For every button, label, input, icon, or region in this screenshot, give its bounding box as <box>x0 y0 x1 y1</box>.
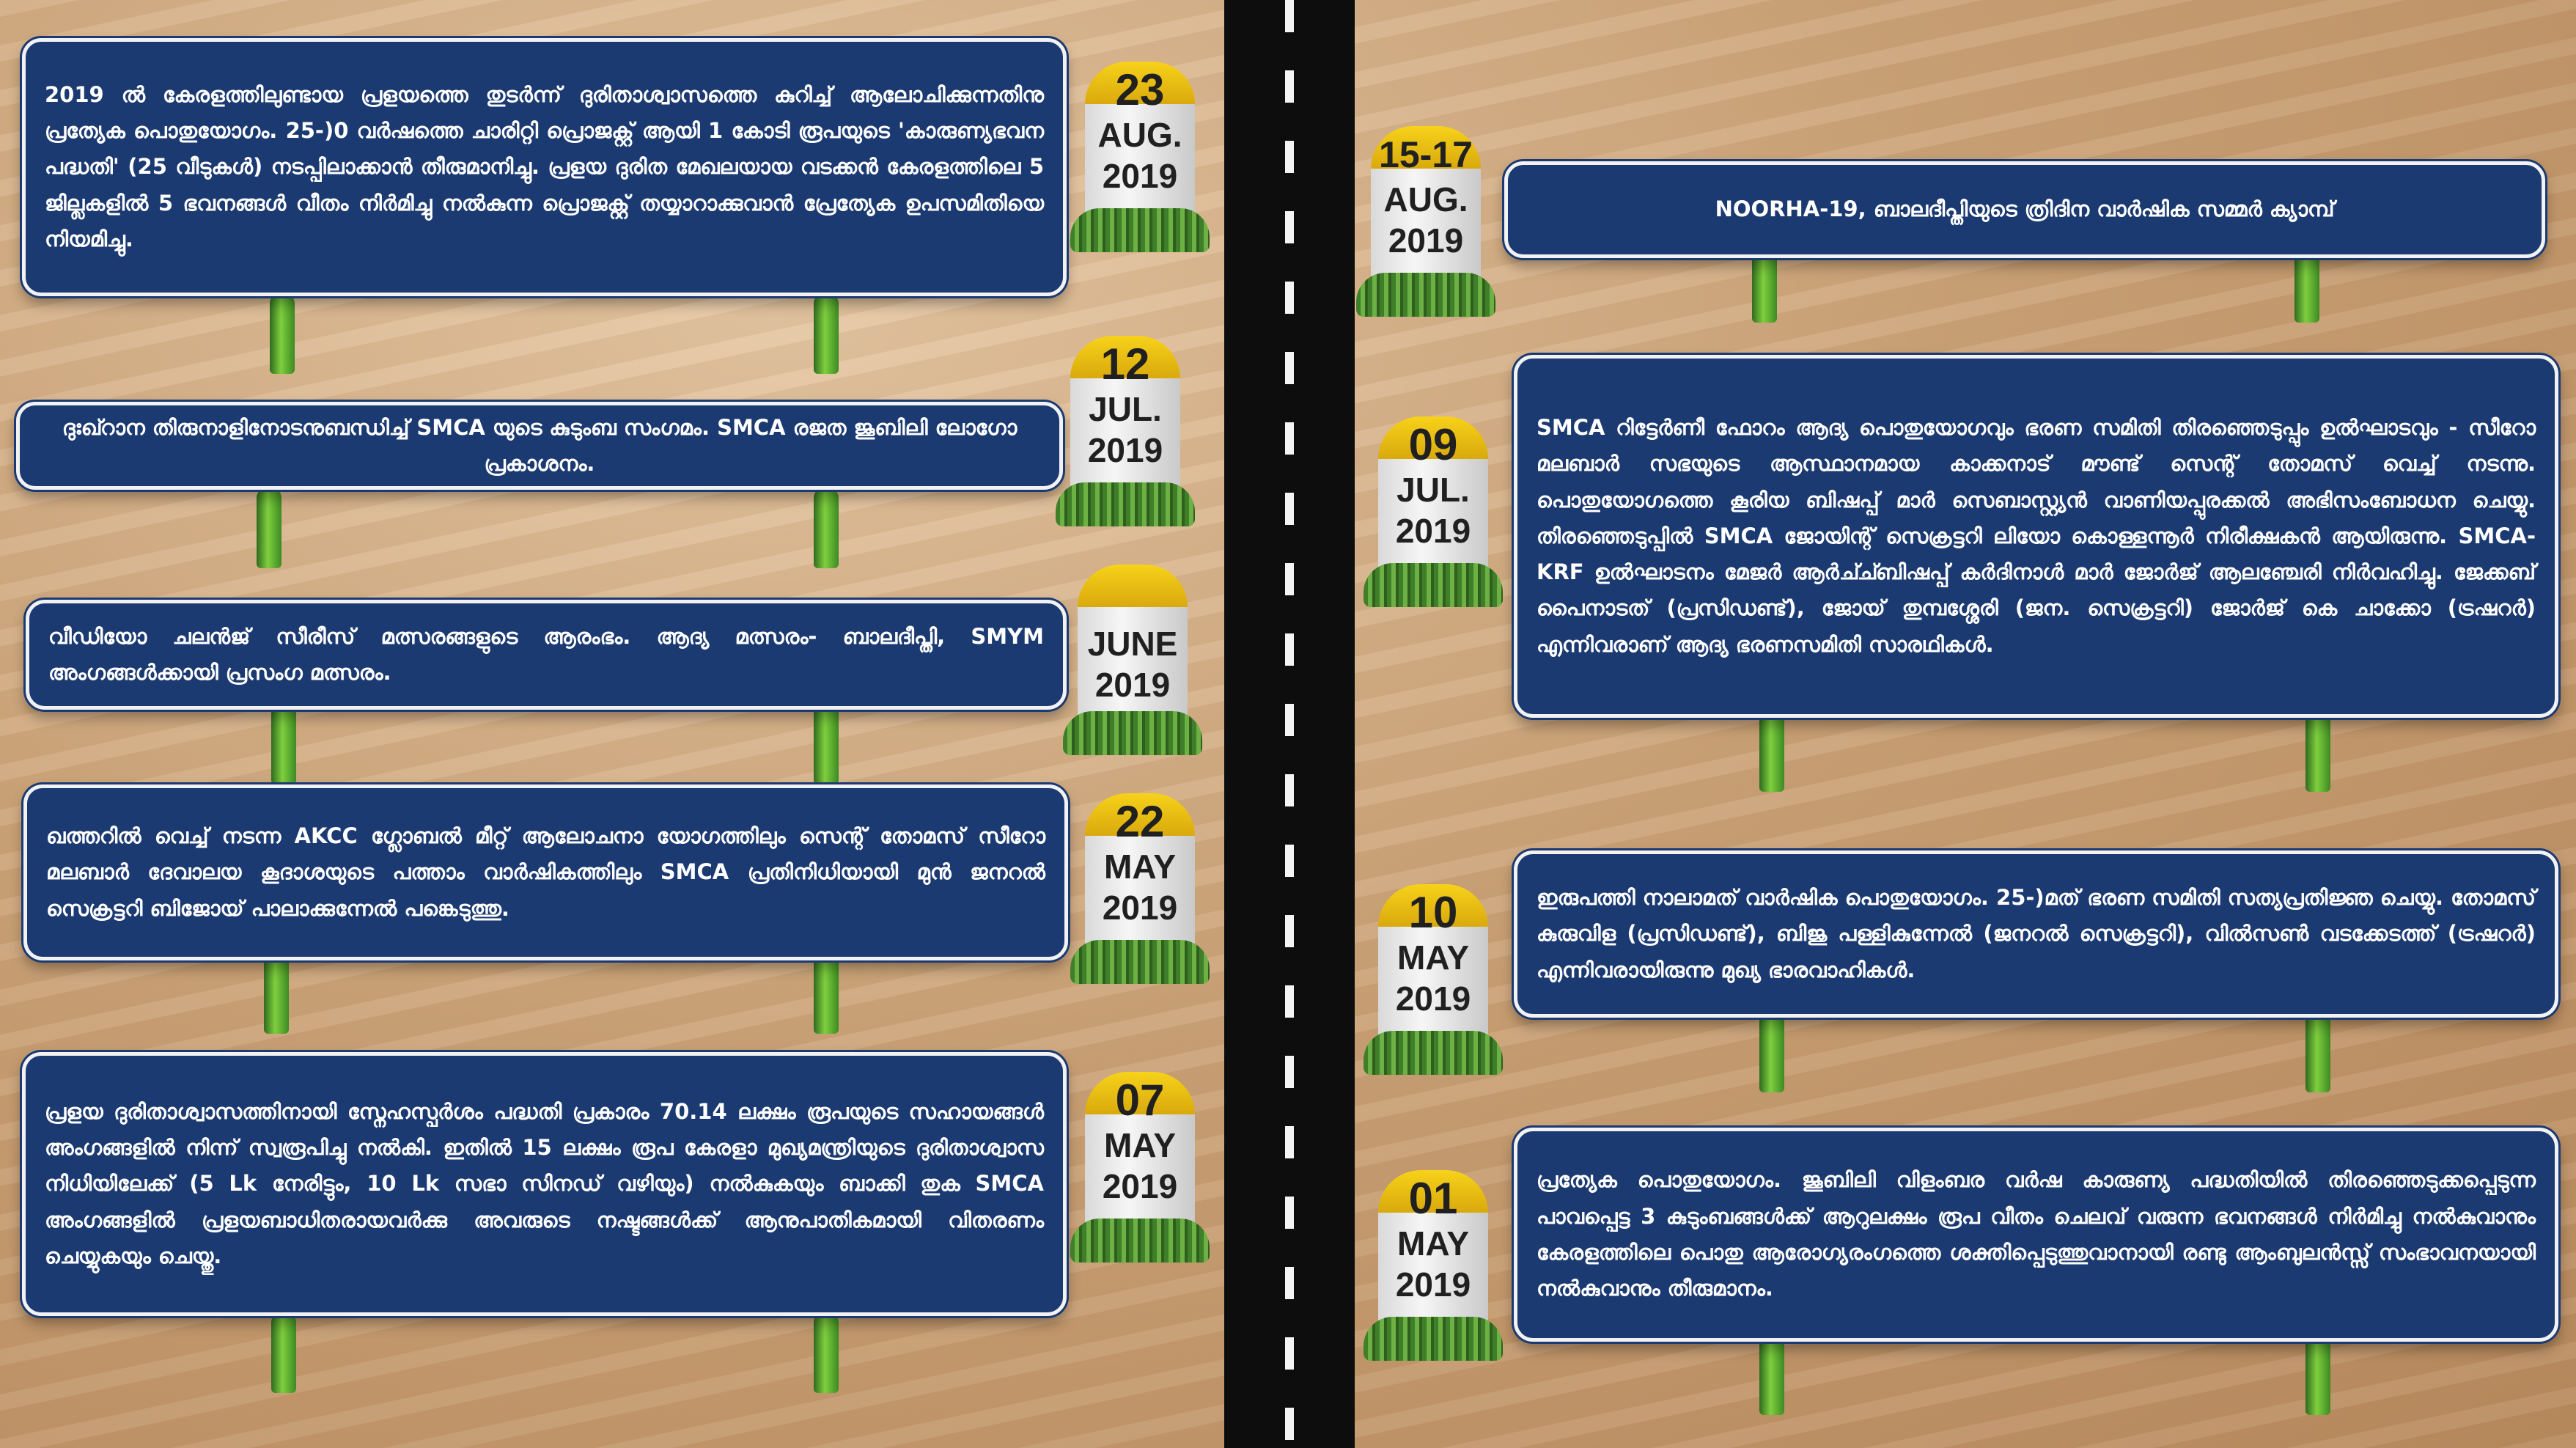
date-month: MAY <box>1397 1224 1469 1263</box>
signpost-stem <box>814 293 839 374</box>
entry-text: NOORHA-19, ബാലദീപ്തിയുടെ ത്രിദിന വാർഷിക സമ്മർ ക്യാമ്പ് <box>1715 196 2335 222</box>
entry-text: ഇരുപത്തി നാലാമത് വാർഷിക പൊതുയോഗം. 25-)മത് ഭരണ സമിതി സത്യപ്രതിജ്ഞ ചെയ്യു. തോമസ് കുരുവിള (പ്രസിഡണ്ട്), ബിജു പള്ളികുന്നേൽ (ജനറൽ സെക്രട്ടറി), വിൽസൺ വടക്കേടത്ത് (ട്രഷറർ) എന്നിവരായിരുന്നു മുഖ്യ ഭാരവാഹികൾ. <box>1537 885 2536 982</box>
date-day: 10 <box>1408 888 1458 937</box>
signpost-stem <box>2305 1012 2330 1092</box>
date-day: 12 <box>1100 339 1150 389</box>
date-year: 2019 <box>1102 1167 1178 1205</box>
date-year: 2019 <box>1395 1265 1471 1304</box>
entry-text: SMCA റിട്ടേർണീ ഫോറം ആദ്യ പൊതുയോഗവും ഭരണ സമിതി തിരഞ്ഞെടുപ്പും ഉൽഘാടവും - സീറോ മലബാർ സഭയുടെ ആസ്ഥാനമായ കാക്കനാട് മൗണ്ട് സെന്റ് തോമസ് വെച്ച് നടന്നു. പൊതുയോഗത്തെ കൂരിയ ബിഷപ്പ് മാർ സെബാസ്റ്റ്യൻ വാണിയപ്പുരക്കൽ അഭിസംബോധന ചെയ്യു. തിരഞ്ഞെടുപ്പിൽ SMCA ജോയിന്റ് സെക്രട്ടറി ലിയോ കൊള്ളന്നൂർ നിരീക്ഷകൻ ആയിരുന്നു. SMCA-KRF ഉൽഘാടനം മേജർ ആർച്ച്ബിഷപ്പ് കർദിനാൾ മാർ ജോർജ് ആലഞ്ചേരി നിർവഹിച്ചു. ജേക്കബ് പൈനാടത് (പ്രസിഡണ്ട്), ജോയ് തുമ്പശ്ശേരി (ജന. സെക്രട്ടറി) ജോർജ് കെ ചാക്കോ (ട്രഷറർ) എന്നിവരാണ് ആദ്യ ഭരണസമിതി സാരഥികൾ. <box>1537 414 2536 657</box>
road-divider <box>1224 0 1355 1448</box>
date-month: MAY <box>1104 848 1176 886</box>
entry-text: 2019 ൽ കേരളത്തിലുണ്ടായ പ്രളയത്തെ തുടർന്ന് ദുരിതാശ്വാസത്തെ കുറിച്ച് ആലോചിക്കുന്നതിനു പ്രത്യേക പൊതുയോഗം. 25-)0 വർഷത്തെ ചാരിറ്റി പ്രൊജക്റ്റ് ആയി 1 കോടി രൂപയുടെ 'കാരുണ്യഭവന പദ്ധതി' (25 വീടുകൾ) നടപ്പിലാക്കാൻ തീരുമാനിച്ചു. പ്രളയ ദുരിത മേഖലയായ വടക്കൻ കേരളത്തിലെ 5 ജില്ലകളിൽ 5 ഭവനങ്ങൾ വീതം നിർമിച്ചു നൽകുന്ന പ്രൊജക്റ്റ് തയ്യാറാക്കുവാൻ പ്രേത്യേക ഉപസമിതിയെ നിയമിച്ചു. <box>45 81 1044 251</box>
signpost-stem <box>270 293 295 374</box>
timeline-entry-text <box>26 600 1067 710</box>
signpost-stem <box>814 953 839 1034</box>
timeline-entry-text <box>1504 161 2545 258</box>
date-month: JUNE <box>1087 625 1178 663</box>
date-month: JUL. <box>1089 390 1162 428</box>
signpost-stem <box>814 1312 839 1393</box>
date-month: JUL. <box>1396 471 1470 509</box>
signpost-stem <box>814 704 839 784</box>
signpost-stem <box>2305 1334 2330 1415</box>
signpost-stem <box>1759 711 1784 792</box>
date-month: MAY <box>1104 1126 1176 1164</box>
date-day: 15-17 <box>1379 134 1473 175</box>
timeline-entry-text <box>23 784 1068 960</box>
timeline-entry-text <box>22 1052 1067 1316</box>
timeline-entry-text <box>1514 850 2558 1018</box>
date-year: 2019 <box>1395 980 1471 1018</box>
signpost-stem <box>1759 1334 1784 1415</box>
date-day: 22 <box>1115 797 1165 846</box>
date-month: MAY <box>1397 938 1469 977</box>
signpost-stem <box>814 488 839 568</box>
date-year: 2019 <box>1102 157 1178 195</box>
entry-text: വീഡിയോ ചലൻജ് സീരീസ് മത്സരങ്ങളുടെ ആരംഭം. ആദ്യ മത്സരം- ബാലദീപ്തി, SMYM അംഗങ്ങൾക്കായി പ്രസംഗ മത്സരം. <box>48 623 1044 685</box>
timeline-entry-text <box>1514 355 2558 718</box>
date-year: 2019 <box>1094 666 1171 704</box>
entry-text: പ്രത്യേക പൊതുയോഗം. ജൂബിലി വിളംബര വർഷ കാരുണ്യ പദ്ധതിയിൽ തിരഞ്ഞെടുക്കപ്പെടുന്ന പാവപ്പെട്ട 3 കുടുംബങ്ങൾക്ക് ആറുലക്ഷം രൂപ വീതം ചെലവ് വരുന്ന ഭവനങ്ങൾ നിർമിച്ചു നൽകുവാനും കേരളത്തിലെ പൊതു ആരോഗ്യരംഗത്തെ ശക്തിപ്പെടുത്തുവാനായി രണ്ടു ആംബുലൻസ്സ് സംഭാവനയായി നൽകുവാനും തീരുമാനം. <box>1537 1167 2536 1301</box>
date-year: 2019 <box>1102 889 1178 927</box>
date-year: 2019 <box>1087 431 1163 469</box>
signpost-stem <box>264 953 289 1034</box>
entry-text: ഖത്തറിൽ വെച്ച് നടന്ന AKCC ഗ്ലോബൽ മീറ്റ് ആലോചനാ യോഗത്തിലും സെന്റ് തോമസ് സീറോ മലബാർ ദേവാലയ കൂദാശയുടെ പത്താം വാർഷികത്തിലും SMCA പ്രതിനിധിയായി മുൻ ജനറൽ സെക്രട്ടറി ബിജോയ് പാലാക്കുന്നേൽ പങ്കെടുത്തു. <box>46 823 1045 921</box>
date-day: 09 <box>1408 420 1458 469</box>
date-year: 2019 <box>1388 221 1464 260</box>
date-year: 2019 <box>1395 512 1471 550</box>
signpost-stem <box>2305 711 2330 792</box>
date-month: AUG. <box>1383 180 1468 218</box>
signpost-stem <box>257 488 281 568</box>
signpost-stem <box>271 704 296 784</box>
timeline-entry-text <box>22 38 1067 296</box>
timeline-entry-text <box>16 402 1063 490</box>
date-day: 01 <box>1408 1174 1458 1223</box>
date-day: 07 <box>1115 1076 1165 1125</box>
timeline-entry-text <box>1514 1128 2558 1342</box>
date-month: AUG. <box>1097 116 1182 154</box>
signpost-stem <box>1759 1012 1784 1092</box>
signpost-stem <box>271 1312 296 1393</box>
date-day: 23 <box>1115 65 1165 114</box>
entry-text: ദുഃഖ്റാന തിരുനാളിനോടനുബന്ധിച്ച് SMCA യുടെ കുടുംബ സംഗമം. SMCA രജത ജൂബിലി ലോഗോ പ്രകാശനം. <box>62 414 1017 476</box>
entry-text: പ്രളയ ദുരിതാശ്വാസത്തിനായി സ്നേഹസ്പർശം പദ്ധതി പ്രകാരം 70.14 ലക്ഷം രൂപയുടെ സഹായങ്ങൾ അംഗങ്ങളിൽ നിന്ന് സ്വരൂപിച്ചു നൽകി. ഇതിൽ 15 ലക്ഷം രൂപ കേരളാ മുഖ്യമന്ത്രിയുടെ ദുരിതാശ്വാസ നിധിയിലേക്ക് (5 Lk നേരിട്ടും, 10 Lk സഭാ സിനഡ് വഴിയും) നൽകുകയും ബാക്കി തുക SMCA അംഗങ്ങളിൽ പ്രളയബാധിതരായവർക്കു അവരുടെ നഷ്ടങ്ങൾക്ക് ആനുപാതികമായി വിതരണം ചെയ്യുകയും ചെയ്തു. <box>45 1098 1044 1268</box>
